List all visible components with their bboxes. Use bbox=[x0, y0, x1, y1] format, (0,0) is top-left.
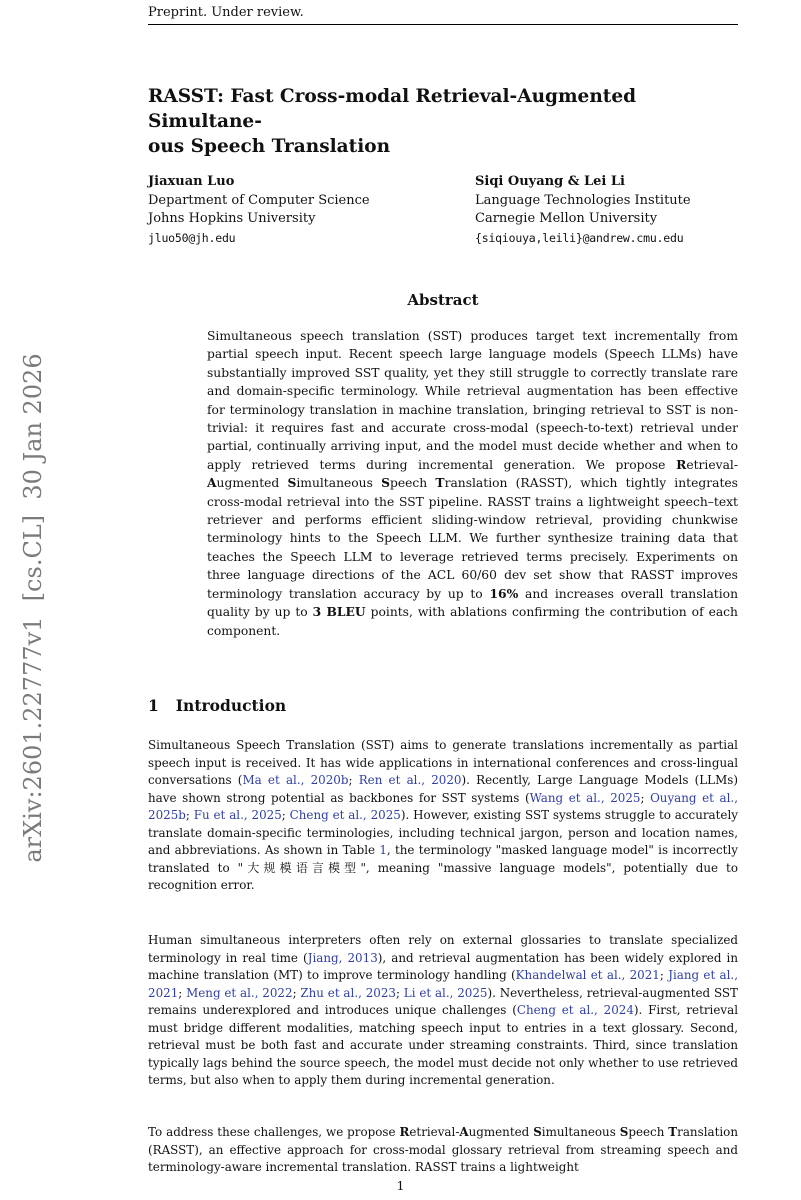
paper-title-line-2: ous Speech Translation bbox=[148, 136, 391, 157]
preprint-notice: Preprint. Under review. bbox=[148, 5, 304, 20]
text-segment: ; bbox=[348, 773, 359, 787]
text-segment: 3 BLEU bbox=[312, 604, 366, 620]
text-segment: imultaneous bbox=[541, 1125, 620, 1139]
citation-link[interactable]: Ren et al., 2020 bbox=[358, 773, 462, 787]
citation-link[interactable]: Wang et al., 2025 bbox=[529, 790, 641, 805]
text-segment: ranslation (RASST), which tightly integrates cross-modal retrieval into the SST pipeline. RASST trains a lightweight speech–text retriever and performs efficient sliding-window retrieval, providing chunkwise terminology hints to the Speech LLM. We further synthesize training data that teaches the Speech LLM to leverage retrieved terms precisely. Experiments on three language directions of the ACL 60/60 dev set show that RASST improves terminology translation accuracy by up to bbox=[207, 476, 738, 601]
text-segment: T bbox=[435, 475, 445, 491]
text-segment: ). Recently, Large Language Models (LLMs) have shown strong potential as backbones for SST systems ( bbox=[148, 773, 738, 805]
text-segment: R bbox=[399, 1125, 410, 1139]
text-segment: A bbox=[207, 475, 217, 491]
text-segment: S bbox=[287, 475, 297, 491]
author-name: Siqi Ouyang & Lei Li bbox=[475, 174, 625, 189]
author-2 bbox=[475, 173, 738, 247]
text-segment: ranslation (RASST), an effective approach for cross-modal glossary retrieval from streaming speech and terminology-aware incremental translation. RASST trains a lightweight bbox=[148, 1125, 738, 1174]
text-segment: 16% bbox=[489, 585, 519, 601]
text-segment: T bbox=[668, 1125, 678, 1139]
text-segment: ugmented bbox=[468, 1125, 534, 1139]
text-segment: ), and retrieval augmentation has been widely explored in machine translation (MT) to improve terminology handling ( bbox=[148, 950, 738, 982]
author-block bbox=[148, 173, 738, 247]
text-segment: ; bbox=[395, 985, 404, 1000]
text-segment: R bbox=[676, 456, 687, 472]
preprint-notice-bar bbox=[148, 5, 738, 25]
author-1 bbox=[148, 173, 475, 247]
author-name: Jiaxuan Luo bbox=[148, 174, 235, 189]
text-segment: and increases overall translation quality by up to bbox=[207, 586, 738, 620]
text-segment: , the terminology "masked language model" is incorrectly translated to "大规模语言模型", meaning "massive language models", potentially due to recognition error. bbox=[148, 843, 738, 892]
text-segment: S bbox=[381, 475, 390, 491]
abstract-text bbox=[207, 327, 738, 640]
text-segment: ; bbox=[281, 808, 290, 822]
text-segment: etrieval- bbox=[409, 1125, 460, 1139]
text-segment: points, with ablations confirming the contribution of each component. bbox=[207, 605, 738, 638]
citation-link[interactable]: Jiang et al., 2021 bbox=[148, 968, 738, 1000]
text-segment: S bbox=[619, 1125, 629, 1139]
citation-link[interactable]: Zhu et al., 2023 bbox=[300, 985, 396, 1000]
citation-link[interactable]: Cheng et al., 2025 bbox=[289, 808, 401, 822]
citation-link[interactable]: Jiang, 2013 bbox=[307, 950, 378, 965]
text-segment: ; bbox=[178, 985, 187, 1000]
paper-title-line-1: RASST: Fast Cross-modal Retrieval-Augmented Simultane- bbox=[148, 86, 637, 132]
intro-paragraph-3 bbox=[148, 1124, 738, 1177]
text-segment: ; bbox=[185, 808, 194, 822]
citation-link[interactable]: Meng et al., 2022 bbox=[186, 985, 293, 1000]
paper-title bbox=[148, 84, 740, 159]
citation-link[interactable]: Fu et al., 2025 bbox=[193, 808, 282, 822]
citation-link[interactable]: Cheng et al., 2024 bbox=[516, 1003, 634, 1017]
author-affiliation-dept: Department of Computer Science bbox=[148, 192, 370, 208]
intro-paragraph-1 bbox=[148, 737, 738, 895]
text-segment: ; bbox=[640, 790, 651, 805]
page-number: 1 bbox=[396, 1178, 405, 1193]
citation-link[interactable]: 1 bbox=[379, 843, 387, 857]
text-segment: ugmented bbox=[216, 476, 288, 491]
text-segment: S bbox=[533, 1125, 542, 1139]
arxiv-watermark: arXiv:2601.22777v1 [cs.CL] 30 Jan 2026 bbox=[19, 353, 47, 863]
text-segment: Simultaneous speech translation (SST) produces target text incrementally from partial speech input. Recent speech large language models (Speech LLMs) have substantially improved SST quality, yet they still struggle to correctly translate rare and domain-specific terminology. While retrieval augmentation has been effective for terminology translation in machine translation, bringing retrieval to SST is non-trivial: it requires fast and accurate cross-modal (speech-to-text) retrieval under partial, continually arriving input, and the model must decide whether and when to apply retrieved terms during incremental generation. We propose bbox=[207, 329, 738, 472]
citation-link[interactable]: Khandelwal et al., 2021 bbox=[515, 968, 660, 982]
author-affiliation-dept: Language Technologies Institute bbox=[475, 192, 691, 208]
text-segment: peech bbox=[628, 1125, 669, 1139]
text-segment: ; bbox=[292, 985, 301, 1000]
text-segment: imultaneous bbox=[296, 476, 382, 491]
text-segment: etrieval- bbox=[686, 457, 738, 472]
text-segment: Simultaneous Speech Translation (SST) aims to generate translations incrementally as partial speech input is received. It has wide applications in international conferences and cross-lingual conversations ( bbox=[148, 738, 738, 787]
citation-link[interactable]: Ma et al., 2020b bbox=[242, 773, 349, 787]
citation-link[interactable]: Li et al., 2025 bbox=[403, 985, 488, 1000]
abstract-heading: Abstract bbox=[407, 291, 479, 309]
author-email: {siqiouya,leili}@andrew.cmu.edu bbox=[475, 230, 684, 245]
text-segment: ). However, existing SST systems struggle to accurately translate domain-specific terminologies, including technical jargon, person and location names, and abbreviations. As shown in Table bbox=[148, 808, 738, 857]
intro-paragraph-2 bbox=[148, 932, 738, 1090]
author-affiliation-university: Carnegie Mellon University bbox=[475, 211, 658, 226]
text-segment: A bbox=[459, 1125, 469, 1139]
text-segment: ). Nevertheless, retrieval-augmented SST remains underexplored and introduces unique challenges ( bbox=[148, 985, 738, 1017]
text-segment: To address these challenges, we propose bbox=[148, 1125, 400, 1139]
author-email: jluo50@jh.edu bbox=[148, 230, 236, 245]
section-heading-introduction bbox=[148, 696, 286, 715]
author-affiliation-university: Johns Hopkins University bbox=[148, 211, 316, 226]
section-title: Introduction bbox=[175, 696, 287, 715]
text-segment: ; bbox=[659, 968, 669, 982]
section-number: 1 bbox=[148, 696, 159, 715]
text-segment: peech bbox=[389, 476, 436, 491]
text-segment: ). First, retrieval must bridge different modalities, matching speech input to entries in a text glossary. Second, retrieval must be both fast and accurate under streaming constraints. Third, since translation typically lags behind the source speech, the model must decide not only whether to use retrieved terms, but also when to apply them during incremental generation. bbox=[148, 1003, 739, 1087]
citation-link[interactable]: Ouyang et al., 2025b bbox=[148, 790, 738, 822]
text-segment: Human simultaneous interpreters often rely on external glossaries to translate specialized terminology in real time ( bbox=[148, 933, 738, 965]
